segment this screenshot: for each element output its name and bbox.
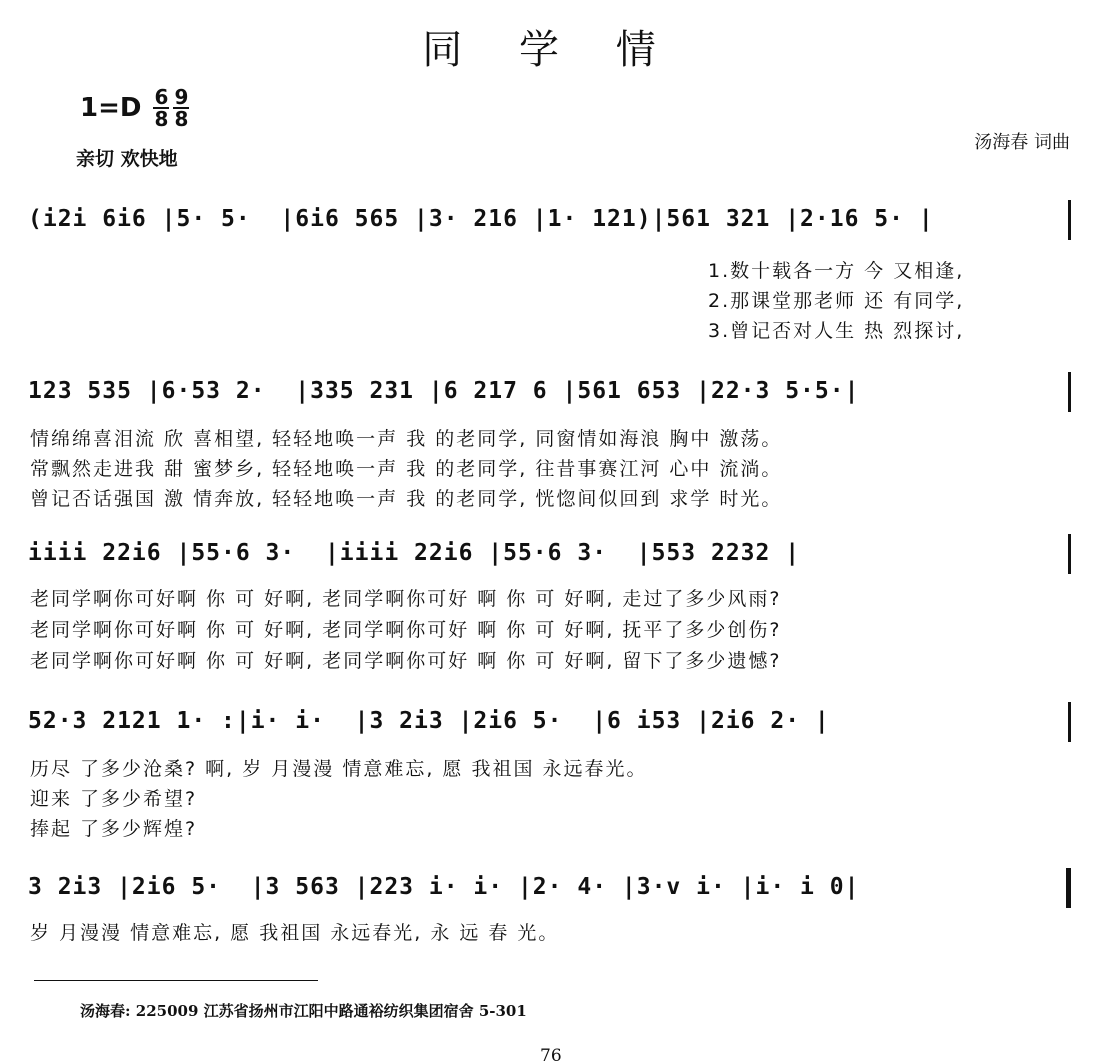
lyric-verse-1-intro: 1.数十载各一方 今 又相逢,: [708, 260, 965, 282]
lyric-line: 常飘然走进我 甜 蜜梦乡, 轻轻地唤一声 我 的老同学, 往昔事赛江河 心中 流淌。: [30, 458, 783, 480]
staff-system-2: [0, 370, 1100, 416]
barline: [1068, 372, 1071, 412]
staff-system-5: [0, 866, 1100, 912]
lyric-verse-3-intro: 3.曾记否对人生 热 烈探讨,: [708, 320, 965, 342]
time-sig-2-top: 9: [174, 85, 189, 109]
final-barline: [1066, 868, 1071, 908]
time-sig-1-bottom: 8: [154, 107, 169, 131]
notation-line-4: 52·3 2121 1· :|i· i· |3 2i3 |2i6 5· |6 i53 |2i6 2· |: [28, 708, 830, 734]
staff-system-1: [0, 198, 1100, 244]
lyric-line: 老同学啊你可好啊 你 可 好啊, 老同学啊你可好 啊 你 可 好啊, 走过了多少风雨?: [30, 588, 782, 610]
barline: [1068, 702, 1071, 742]
notation-line-5: 3 2i3 |2i6 5· |3 563 |223 i· i· |2· 4· |3·v i· |i· i 0|: [28, 874, 860, 900]
time-sig-1-top: 6: [154, 85, 169, 109]
key-signature: 1=D: [80, 93, 142, 123]
time-sig-2-bottom: 8: [174, 107, 189, 131]
page-number: 76: [540, 1046, 562, 1064]
time-signature-1: [153, 85, 169, 131]
lyric-verse-2-intro: 2.那课堂那老师 还 有同学,: [708, 290, 965, 312]
footnote-divider: [34, 980, 318, 981]
lyric-line: 捧起 了多少辉煌?: [30, 818, 198, 840]
lyric-line: 老同学啊你可好啊 你 可 好啊, 老同学啊你可好 啊 你 可 好啊, 留下了多少遗憾?: [30, 650, 782, 672]
barline: [1068, 200, 1071, 240]
tempo-marking: 亲切 欢快地: [76, 148, 178, 170]
lyric-line: 迎来 了多少希望?: [30, 788, 198, 810]
staff-system-3: [0, 532, 1100, 578]
lyric-line: 历尽 了多少沧桑? 啊, 岁 月漫漫 情意难忘, 愿 我祖国 永远春光。: [30, 758, 648, 780]
staff-system-4: [0, 700, 1100, 746]
notation-line-3: iiii 22i6 |55·6 3· |iiii 22i6 |55·6 3· |553 2232 |: [28, 540, 801, 566]
lyric-line: 老同学啊你可好啊 你 可 好啊, 老同学啊你可好 啊 你 可 好啊, 抚平了多少创伤?: [30, 619, 782, 641]
notation-line-1: (i2i 6i6 |5· 5· |6i6 565 |3· 216 |1· 121)|561 321 |2·16 5· |: [28, 206, 934, 232]
key-and-meter: [80, 85, 189, 131]
lyric-line: 情绵绵喜泪流 欣 喜相望, 轻轻地唤一声 我 的老同学, 同窗情如海浪 胸中 激荡。: [30, 428, 783, 450]
song-title: 同 学 情: [422, 27, 678, 73]
lyric-line: 曾记否话强国 激 情奔放, 轻轻地唤一声 我 的老同学, 恍惚间似回到 求学 时光。: [30, 488, 783, 510]
footnote: 汤海春: 225009 江苏省扬州市江阳中路通裕纺织集团宿舍 5-301: [80, 1002, 527, 1020]
author-credit: 汤海春 词曲: [974, 132, 1070, 153]
lyric-line: 岁 月漫漫 情意难忘, 愿 我祖国 永远春光, 永 远 春 光。: [30, 922, 560, 944]
notation-line-2: 123 535 |6·53 2· |335 231 |6 217 6 |561 653 |22·3 5·5·|: [28, 378, 860, 404]
barline: [1068, 534, 1071, 574]
time-signature-2: [173, 85, 189, 131]
